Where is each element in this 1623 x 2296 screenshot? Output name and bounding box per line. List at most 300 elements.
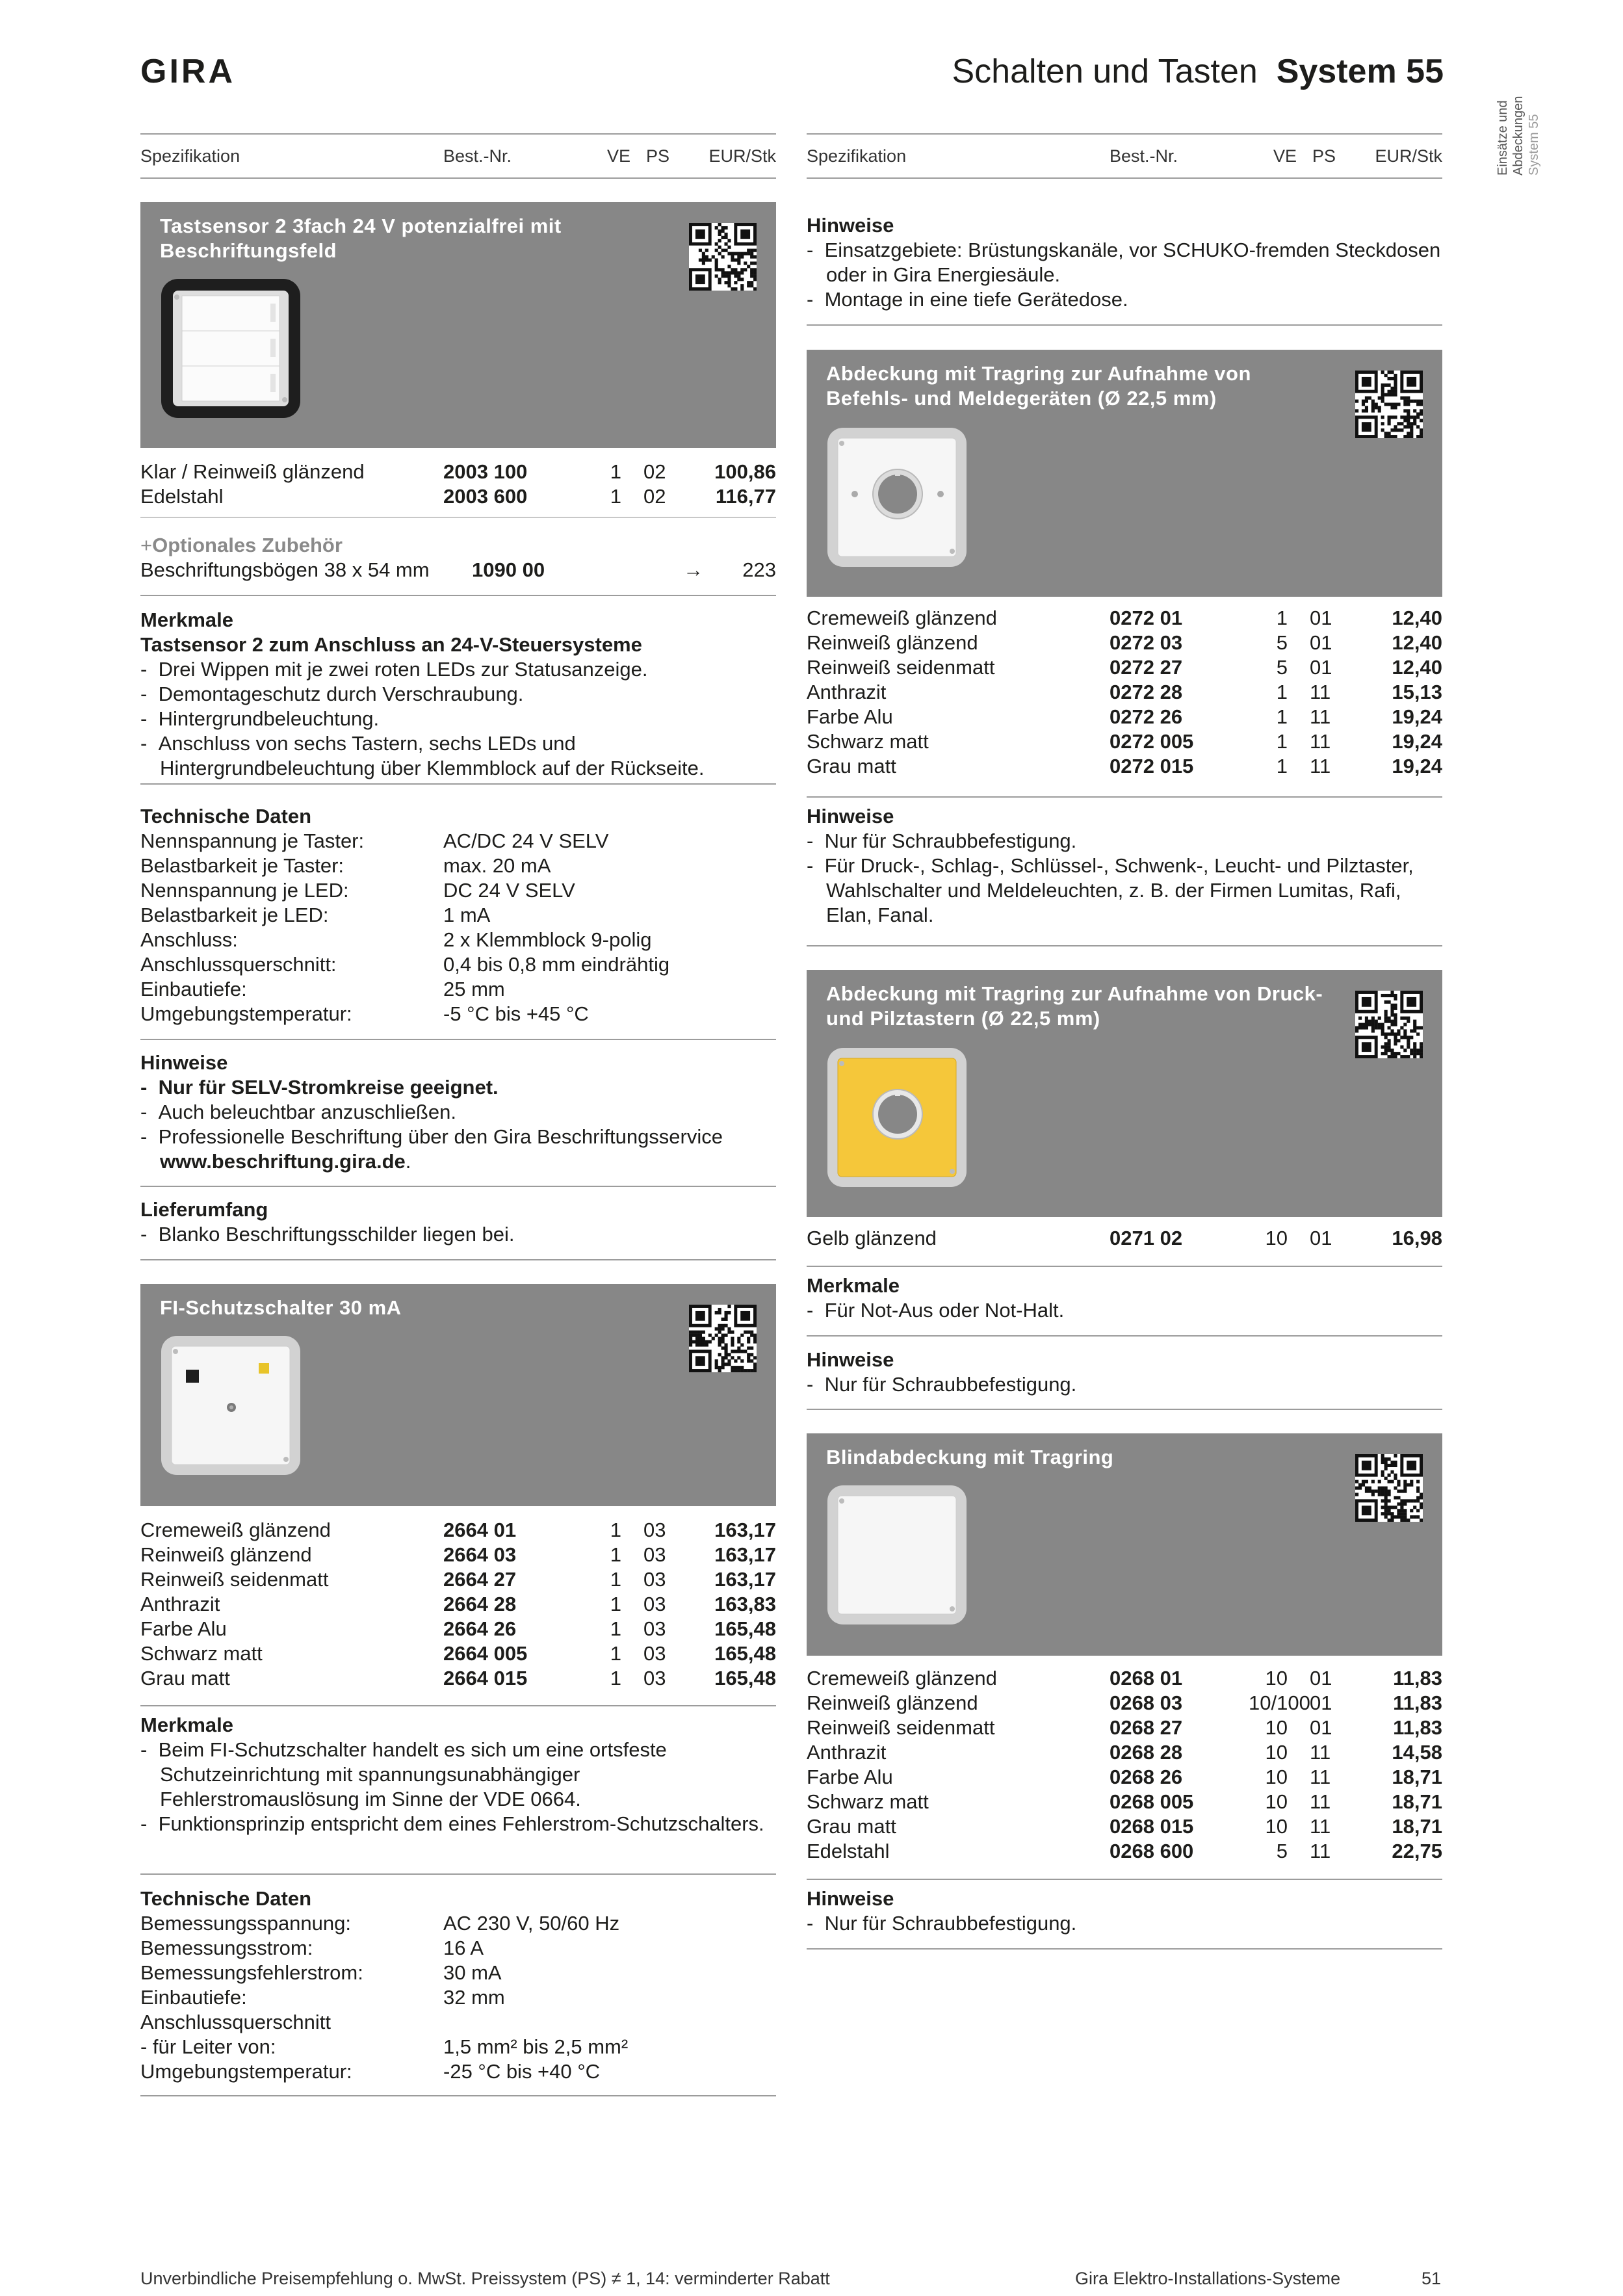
order-number: 0268 015 [1110,1815,1194,1838]
product-image-fi [160,1335,302,1482]
divider [140,1186,776,1187]
list-item: - Montage in eine tiefe Gerätedose. [807,288,1128,311]
list-item: - Einsatzgebiete: Brüstungskanäle, vor SCHUKO-fremden Steckdosen oder in Gira Energiesäule. [807,239,1441,286]
title-main: Schalten und Tasten [952,53,1258,90]
side-tab [1495,96,1542,176]
product-box-druck [807,970,1442,1217]
merkmale-section-fi [140,1713,776,1836]
ve: 1 [1276,705,1288,728]
section-heading: Merkmale [807,1274,900,1297]
lieferumfang-section [140,1197,776,1247]
price: 15,13 [1392,681,1442,703]
tech-key: Nennspannung je Taster: [140,829,365,852]
price: 165,48 [714,1617,776,1640]
ve: 10 [1265,1716,1288,1739]
tech-value: max. 20 mA [443,854,551,877]
table-row [807,655,1442,680]
ve: 1 [610,1519,621,1541]
price: 163,17 [714,1519,776,1541]
product-image-blind [826,1484,968,1632]
header-order: Best.-Nr. [1110,146,1178,166]
hinweise-section-top [807,213,1442,312]
accessory-order: 1090 00 [472,558,545,581]
header-ve: VE [1273,146,1297,166]
table-row [807,1839,1442,1864]
footer-note: Unverbindliche Preisempfehlung o. MwSt. Preissystem (PS) ≠ 1, 14: verminderter Rabatt [140,2269,830,2288]
ve: 1 [1276,607,1288,629]
ve: 1 [610,1617,621,1640]
variant: Reinweiß glänzend [807,1691,978,1714]
variant: Gelb glänzend [807,1227,937,1249]
price: 165,48 [714,1667,776,1689]
ve: 5 [1276,1840,1288,1862]
tech-value: 16 A [443,1937,484,1959]
variant: Cremeweiß glänzend [140,1519,331,1541]
header-order: Best.-Nr. [443,146,512,166]
table-row [807,631,1442,655]
divider [807,796,1442,798]
price: 18,71 [1392,1766,1442,1788]
variant: Anthrazit [140,1593,220,1615]
tech-row [140,1961,776,1985]
ve: 1 [610,460,621,483]
table-row [807,1691,1442,1715]
variant: Klar / Reinweiß glänzend [140,460,365,483]
ve: 10 [1265,1815,1288,1838]
table-row [807,754,1442,779]
brand-logo: GIRA [140,53,235,90]
ps: 11 [1310,755,1331,777]
ve: 10 [1265,1227,1288,1249]
header-spec: Spezifikation [807,146,907,166]
list-item: - Hintergrundbeleuchtung. [140,707,380,730]
order-number: 2664 005 [443,1642,528,1665]
tech-key: Belastbarkeit je LED: [140,904,329,926]
variant: Farbe Alu [807,1766,893,1788]
ps: 11 [1310,1741,1331,1764]
product-image-tastsensor [160,278,302,425]
product-box-tastsensor [140,202,776,448]
ve: 1 [1276,755,1288,777]
ps: 01 [1310,1716,1332,1739]
list-item: - Nur für Schraubbefestigung. [807,1373,1077,1396]
ps: 03 [643,1519,666,1541]
divider [807,324,1442,326]
list-item: - Anschluss von sechs Tastern, sechs LEDs und Hintergrundbeleuchtung über Klemmblock auf der Rückseite. [140,732,705,779]
product-title: FI-Schutzschalter 30 mA [160,1296,402,1319]
ve: 10 [1265,1741,1288,1764]
arrow-right-icon: → [683,558,703,581]
price: 12,40 [1392,656,1442,679]
tech-row [140,1002,776,1026]
header-ve: VE [607,146,631,166]
section-heading: Hinweise [807,805,894,828]
section-heading: Technische Daten [140,805,312,828]
list-item: - Blanko Beschriftungsschilder liegen bei. [140,1223,515,1246]
page-number: 51 [1421,2269,1441,2288]
ve: 1 [1276,681,1288,703]
tech-row [140,1985,776,2010]
optional-label: Optionales Zubehör [152,534,343,556]
ps: 01 [1310,1227,1332,1249]
tech-value: 2 x Klemmblock 9-polig [443,928,652,951]
variant: Anthrazit [807,681,887,703]
tech-value: 0,4 bis 0,8 mm eindrähtig [443,953,670,976]
divider [807,1266,1442,1267]
tech-key: Bemessungsfehlerstrom: [140,1961,363,1984]
tech-value: 32 mm [443,1986,505,2009]
plus-icon: + [140,534,153,556]
tech-key: Bemessungsstrom: [140,1937,313,1959]
table-header-right [807,133,1442,179]
variant: Grau matt [807,1815,896,1838]
order-number: 2664 26 [443,1617,517,1640]
order-number: 2003 100 [443,460,528,483]
divider [140,595,776,596]
ve: 1 [610,1667,621,1689]
ve: 1 [610,1642,621,1665]
table-row [807,606,1442,631]
tech-value: 1 mA [443,904,491,926]
tech-row [140,928,776,952]
ve: 10 [1265,1766,1288,1788]
tech-key: - für Leiter von: [140,2035,276,2058]
ve: 1 [610,1568,621,1591]
order-number: 0272 03 [1110,631,1183,654]
price: 19,24 [1392,730,1442,753]
price: 18,71 [1392,1790,1442,1813]
product-title: Tastsensor 2 3fach 24 V potenzialfrei mit Beschriftungsfeld [160,215,562,262]
qr-code-icon[interactable] [1355,371,1423,438]
section-heading: Hinweise [140,1051,228,1074]
variant: Reinweiß seidenmatt [807,656,995,679]
price: 22,75 [1392,1840,1442,1862]
qr-code-icon[interactable] [1355,991,1423,1058]
table-header-left [140,133,776,179]
tech-key: Anschlussquerschnitt: [140,953,337,976]
table-row [140,1592,776,1617]
price: 19,24 [1392,755,1442,777]
ve: 1 [610,1593,621,1615]
divider [140,1259,776,1260]
divider [807,1335,1442,1337]
order-number: 2664 015 [443,1667,528,1689]
order-number: 2003 600 [443,485,528,508]
divider [140,517,776,518]
divider [807,945,1442,946]
variant: Reinweiß glänzend [807,631,978,654]
header-price: EUR/Stk [708,146,776,166]
table-row [140,1641,776,1666]
list-item: - Nur für Schraubbefestigung. [807,1912,1077,1935]
table-row [140,1666,776,1691]
product-title: Abdeckung mit Tragring zur Aufnahme von Druck- und Pilztastern (Ø 22,5 mm) [826,982,1323,1030]
table-row [140,1567,776,1592]
table-row [807,1790,1442,1814]
tech-key: Anschlussquerschnitt [140,2011,331,2033]
list-item: - Auch beleuchtbar anzuschließen. [140,1101,456,1123]
tech-value: AC 230 V, 50/60 Hz [443,1912,620,1935]
tech-row [140,952,776,977]
tech-value: -25 °C bis +40 °C [443,2060,601,2083]
ps: 01 [1310,607,1332,629]
footer-company: Gira Elektro-Installations-Systeme [1075,2269,1341,2288]
merkmale-section-druck [807,1273,1442,1323]
page-reference[interactable]: 223 [742,558,776,581]
price: 11,83 [1393,1716,1442,1739]
section-heading: Technische Daten [140,1887,312,1910]
hinweise-section-befehl [807,804,1442,928]
ps: 03 [643,1642,666,1665]
ps: 03 [643,1568,666,1591]
order-number: 0268 600 [1110,1840,1194,1862]
list-item: - Nur für SELV-Stromkreise geeignet. [140,1076,499,1099]
order-number: 0272 26 [1110,705,1183,728]
ps: 11 [1310,1766,1331,1788]
list-item: - Für Druck-, Schlag-, Schlüssel-, Schwenk-, Leucht- und Pilztaster, Wahlschalter und Meldeleuchten, z. B. der Firmen Lumitas, Rafi, Elan, Fanal. [807,854,1414,926]
ve: 5 [1276,656,1288,679]
hinweise-section-druck [807,1348,1442,1397]
ve: 10 [1265,1667,1288,1689]
product-box-befehl [807,350,1442,597]
ps: 11 [1310,681,1331,703]
section-heading: Hinweise [807,1348,894,1371]
price: 11,83 [1393,1667,1442,1689]
divider [140,783,776,785]
qr-code-icon[interactable] [1355,1454,1423,1522]
price: 163,83 [714,1593,776,1615]
header-ps: PS [1312,146,1336,166]
variant: Farbe Alu [807,705,893,728]
ps: 03 [643,1543,666,1566]
variant: Reinweiß glänzend [140,1543,312,1566]
list-item: - Funktionsprinzip entspricht dem eines Fehlerstrom-Schutzschalters. [140,1812,764,1835]
tech-row [140,854,776,878]
ps: 02 [643,460,666,483]
variant: Grau matt [807,755,896,777]
variant: Schwarz matt [140,1642,263,1665]
order-number: 2664 28 [443,1593,517,1615]
hinweise-section [140,1050,776,1174]
header-ps: PS [646,146,670,166]
variant: Farbe Alu [140,1617,227,1640]
table-row [807,680,1442,705]
list-item: - Beim FI-Schutzschalter handelt es sich um eine ortsfeste Schutzeinrichtung mit spannungsunabhängiger Fehlerstromauslösung im Sinne der VDE 0664. [140,1738,667,1810]
price: 11,83 [1393,1691,1442,1714]
ps: 01 [1310,1691,1332,1714]
order-number: 0272 28 [1110,681,1183,703]
list-item: - Nur für Schraubbefestigung. [807,829,1077,852]
price: 116,77 [715,485,776,508]
price: 16,98 [1392,1227,1442,1249]
tech-row [140,2059,776,2084]
table-row [140,1617,776,1641]
table-row [140,1518,776,1543]
order-number: 0272 01 [1110,607,1183,629]
section-heading: Lieferumfang [140,1198,268,1221]
ve: 1 [1276,730,1288,753]
tech-value: 25 mm [443,978,505,1000]
order-number: 0268 27 [1110,1716,1183,1739]
variant: Edelstahl [807,1840,890,1862]
header-spec: Spezifikation [140,146,240,166]
divider [807,1879,1442,1880]
order-number: 2664 03 [443,1543,517,1566]
title-system: System 55 [1276,53,1444,90]
variant: Anthrazit [807,1741,887,1764]
tech-value: DC 24 V SELV [443,879,575,902]
section-heading: Merkmale [140,608,234,631]
table-row [807,705,1442,729]
product-title: Abdeckung mit Tragring zur Aufnahme von Befehls- und Meldegeräten (Ø 22,5 mm) [826,362,1251,410]
ps: 03 [643,1667,666,1689]
link-beschriftung[interactable]: www.beschriftung.gira.de [160,1150,406,1173]
ps: 01 [1310,631,1332,654]
divider [140,2095,776,2096]
ps: 03 [643,1593,666,1615]
merkmale-section [140,608,776,781]
list-item: - Demontageschutz durch Verschraubung. [140,683,524,705]
ps: 01 [1310,1667,1332,1689]
side-tab-line-2: Abdeckungen [1511,96,1526,176]
price: 14,58 [1392,1741,1442,1764]
price: 163,17 [714,1568,776,1591]
divider [140,1873,776,1875]
order-number: 0268 005 [1110,1790,1194,1813]
side-tab-line-3: System 55 [1527,114,1541,176]
optional-accessory-row [140,558,776,582]
ps: 03 [643,1617,666,1640]
tech-value: 1,5 mm² bis 2,5 mm² [443,2035,629,2058]
table-row [140,1543,776,1567]
order-number: 0268 28 [1110,1741,1183,1764]
ve: 1 [610,1543,621,1566]
tech-key: Anschluss: [140,928,238,951]
side-tab-line-1: Einsätze und [1496,100,1510,176]
section-subheading: Tastsensor 2 zum Anschluss an 24-V-Steuersysteme [140,633,642,656]
tech-row [140,829,776,854]
price: 12,40 [1392,631,1442,654]
divider [807,1948,1442,1950]
table-row [807,1226,1442,1251]
tech-key: Belastbarkeit je Taster: [140,854,344,877]
variant: Cremeweiß glänzend [807,1667,997,1689]
ps: 02 [643,485,666,508]
table-row [140,460,776,484]
table-row [807,1740,1442,1765]
price: 163,17 [714,1543,776,1566]
order-number: 0272 015 [1110,755,1194,777]
table-row [140,484,776,509]
ve: 5 [1276,631,1288,654]
tech-key: Bemessungsspannung: [140,1912,352,1935]
product-title: Blindabdeckung mit Tragring [826,1446,1114,1468]
list-item: - Drei Wippen mit je zwei roten LEDs zur Statusanzeige. [140,658,648,681]
price: 18,71 [1392,1815,1442,1838]
tech-value: AC/DC 24 V SELV [443,829,609,852]
table-row [807,1666,1442,1691]
section-heading: Hinweise [807,214,894,237]
table-row [807,1715,1442,1740]
ve: 10 [1265,1790,1288,1813]
table-row [807,729,1442,754]
tech-key: Einbautiefe: [140,978,247,1000]
order-number: 0268 26 [1110,1766,1183,1788]
order-number: 0268 01 [1110,1667,1183,1689]
price: 19,24 [1392,705,1442,728]
section-heading: Hinweise [807,1887,894,1910]
tech-row [140,878,776,903]
tech-key: Umgebungstemperatur: [140,2060,352,2083]
product-image-druck [826,1047,968,1194]
table-row [807,1814,1442,1839]
price: 100,86 [714,460,776,483]
optional-accessory-heading [140,533,776,558]
divider [140,1705,776,1706]
ve: 10/100 [1249,1691,1310,1714]
tech-value: -5 °C bis +45 °C [443,1002,589,1025]
ps: 11 [1310,730,1331,753]
price: 165,48 [714,1642,776,1665]
order-number: 0271 02 [1110,1227,1183,1249]
qr-code-icon[interactable] [689,223,757,291]
product-box-blind [807,1433,1442,1656]
accessory-item: Beschriftungsbögen 38 x 54 mm [140,558,430,581]
tech-row [140,1936,776,1961]
tech-row [140,2010,776,2035]
product-image-befehl [826,426,968,574]
ps: 11 [1310,1790,1331,1813]
ps: 11 [1310,1840,1331,1862]
table-row [807,1765,1442,1790]
variant: Edelstahl [140,485,224,508]
order-number: 2664 27 [443,1568,517,1591]
hinweise-section-blind [807,1886,1442,1936]
tech-key: Nennspannung je LED: [140,879,349,902]
tech-key: Einbautiefe: [140,1986,247,2009]
order-number: 0272 005 [1110,730,1194,753]
order-number: 0272 27 [1110,656,1183,679]
ps: 11 [1310,705,1331,728]
product-box-fi [140,1284,776,1506]
variant: Reinweiß seidenmatt [140,1568,329,1591]
section-heading: Merkmale [140,1714,234,1736]
ve: 1 [610,485,621,508]
ps: 01 [1310,656,1332,679]
variant: Grau matt [140,1667,230,1689]
tech-value: 30 mA [443,1961,502,1984]
order-number: 0268 03 [1110,1691,1183,1714]
tech-row [140,903,776,928]
variant: Schwarz matt [807,1790,929,1813]
divider [807,1409,1442,1410]
page-title [952,51,1444,92]
tech-row [140,1911,776,1936]
price: 12,40 [1392,607,1442,629]
order-number: 2664 01 [443,1519,517,1541]
list-item: - Für Not-Aus oder Not-Halt. [807,1299,1065,1322]
variant: Schwarz matt [807,730,929,753]
header-price: EUR/Stk [1375,146,1442,166]
divider [140,1039,776,1040]
qr-code-icon[interactable] [689,1305,757,1372]
tech-row [140,2035,776,2059]
list-item: - Professionelle Beschriftung über den Gira Beschriftungsservice www.beschriftung.gira.de. [140,1125,723,1173]
variant: Reinweiß seidenmatt [807,1716,995,1739]
variant: Cremeweiß glänzend [807,607,997,629]
tech-row [140,977,776,1002]
tech-key: Umgebungstemperatur: [140,1002,352,1025]
